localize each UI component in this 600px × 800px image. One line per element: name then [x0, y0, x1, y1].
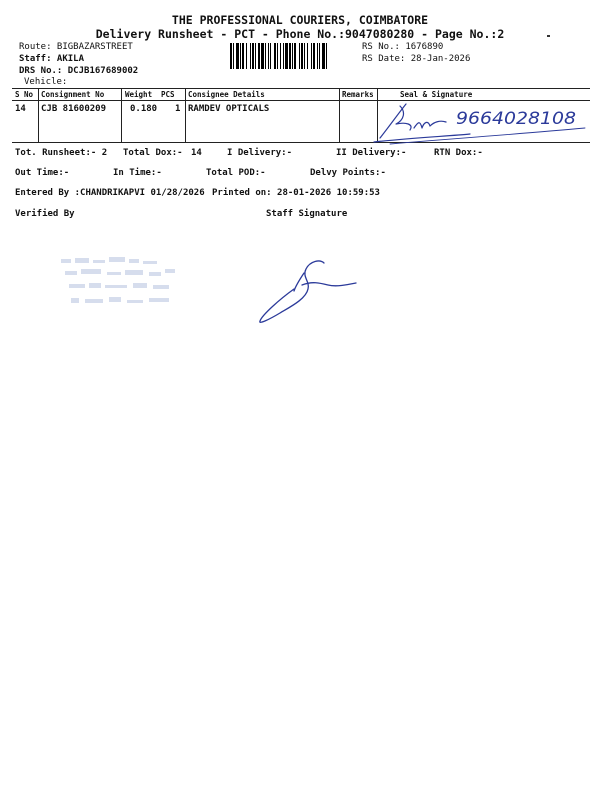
barcode-bar — [250, 43, 251, 69]
row-weight: 0.180 — [130, 104, 158, 114]
handwritten-phone-number: 9664028108 — [456, 109, 577, 129]
faded-stamp — [55, 255, 190, 320]
barcode-bar — [230, 43, 232, 69]
col-divider — [339, 88, 340, 142]
barcode-bar — [326, 43, 327, 69]
barcode-bar — [307, 43, 308, 69]
verified-by: Verified By — [15, 209, 75, 219]
handwritten-signature — [370, 98, 590, 148]
i-delivery: I Delivery:- — [227, 148, 293, 158]
row-consignee: RAMDEV OPTICALS — [188, 104, 270, 114]
row-consignment: CJB 81600209 — [41, 104, 107, 114]
barcode-bar — [283, 43, 284, 69]
header-consignment: Consignment No — [41, 90, 105, 99]
rtn-dox: RTN Dox:- — [434, 148, 483, 158]
barcode-bar — [242, 43, 244, 69]
barcode-bar — [311, 43, 312, 69]
barcode-bar — [255, 43, 256, 69]
rs-number: RS No.: 1676890 — [362, 42, 444, 52]
header-remarks: Remarks — [342, 90, 374, 99]
staff-signature-label: Staff Signature — [266, 209, 348, 219]
barcode-bar — [299, 43, 300, 69]
barcode-bar — [301, 43, 303, 69]
barcode-bar — [304, 43, 305, 69]
header-seal: Seal & Signature — [400, 90, 473, 99]
total-dox-value: 14 — [191, 148, 202, 158]
barcode-bar — [285, 43, 288, 69]
barcode-bar — [313, 43, 315, 69]
total-dox-label: Total Dox:- — [123, 148, 183, 158]
rs-date: RS Date: 28-Jan-2026 — [362, 54, 471, 64]
row-pcs: 1 — [175, 104, 181, 114]
barcode-image — [230, 43, 358, 69]
barcode-bar — [236, 43, 239, 69]
barcode-bar — [265, 43, 266, 69]
delvy-points: Delvy Points:- — [310, 168, 386, 178]
col-divider — [185, 88, 186, 142]
route-label: Route: BIGBAZARSTREET — [19, 42, 133, 52]
ii-delivery: II Delivery:- — [336, 148, 407, 158]
barcode-bar — [322, 43, 325, 69]
barcode-bar — [258, 43, 260, 69]
tot-runsheet: Tot. Runsheet:- 2 — [15, 148, 108, 158]
barcode-bar — [246, 43, 247, 69]
printed-on: Printed on: 28-01-2026 10:59:53 — [212, 188, 380, 198]
scan-mark — [547, 35, 550, 37]
in-time: In Time:- — [113, 168, 162, 178]
header-pcs: PCS — [161, 90, 175, 99]
table-top-border — [12, 88, 590, 89]
barcode-bar — [268, 43, 269, 69]
barcode-bar — [261, 43, 264, 69]
barcode-bar — [277, 43, 278, 69]
entered-by: Entered By :CHANDRIKAPVI 01/28/2026 — [15, 188, 205, 198]
col-divider — [121, 88, 122, 142]
barcode-bar — [233, 43, 234, 69]
barcode-bar — [317, 43, 318, 69]
barcode-bar — [270, 43, 271, 69]
staff-handwritten-signature — [250, 255, 360, 330]
barcode-bar — [280, 43, 281, 69]
drs-number: DRS No.: DCJB167689002 — [19, 66, 139, 76]
runsheet-subtitle: Delivery Runsheet - PCT - Phone No.:9047080280 - Page No.:2 — [95, 27, 505, 41]
header-consignee: Consignee Details — [188, 90, 265, 99]
staff-label: Staff: AKILA — [19, 54, 85, 64]
out-time: Out Time:- — [15, 168, 70, 178]
company-title: THE PROFESSIONAL COURIERS, COIMBATORE — [171, 13, 429, 27]
barcode-bar — [292, 43, 293, 69]
header-weight: Weight — [125, 90, 153, 99]
vehicle-label: Vehicle: — [24, 77, 68, 87]
col-divider — [38, 88, 39, 142]
header-sno: S No — [15, 90, 34, 99]
barcode-bar — [274, 43, 276, 69]
barcode-bar — [319, 43, 320, 69]
barcode-bar — [252, 43, 254, 69]
total-pod: Total POD:- — [206, 168, 266, 178]
barcode-bar — [294, 43, 296, 69]
barcode-bar — [240, 43, 241, 69]
row-sno: 14 — [15, 104, 26, 114]
barcode-bar — [289, 43, 291, 69]
